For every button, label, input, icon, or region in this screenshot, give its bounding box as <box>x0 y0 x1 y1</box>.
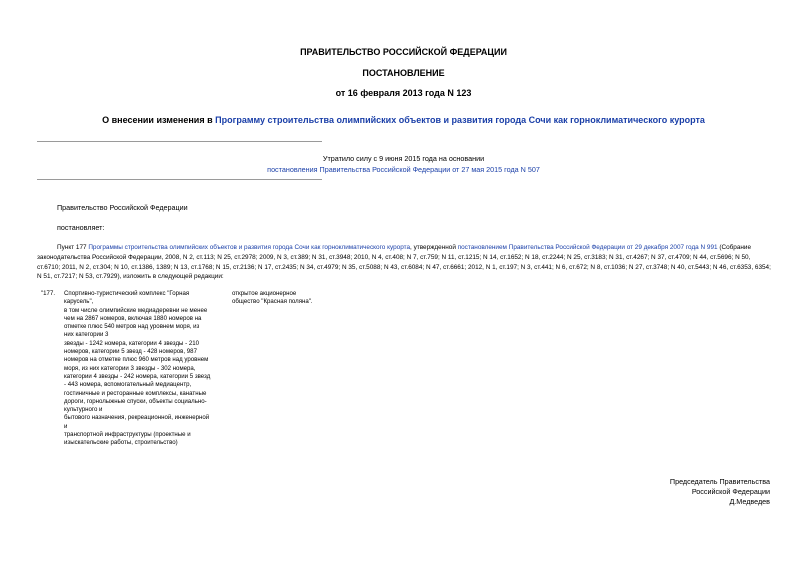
desc-line: номеров на отметке плюс 960 метров над уровнем <box>64 356 209 364</box>
p3-start: Пункт 177 <box>57 244 89 251</box>
desc-line: чем на 2867 номеров, включая 1880 номеров на <box>64 314 202 322</box>
title-program-link[interactable]: Программу строительства олимпийских объектов и развития города Сочи как горноклиматического курорта <box>215 115 705 125</box>
desc-line: - 443 номера, вспомогательный медиацентр, <box>64 381 192 389</box>
desc-line: культурного и <box>64 406 103 414</box>
desc-line: моря, из них категории 3 звезды - 302 номера, <box>64 364 196 372</box>
body-paragraph-1: Правительство Российской Федерации <box>57 203 188 212</box>
signature-org: Российской Федерации <box>691 487 770 496</box>
p3-resolution-link[interactable]: постановлением Правительства Российской Федерации от 29 декабря 2007 года N 991 <box>457 244 718 251</box>
desc-line: изыскательские работы, строительство) <box>64 439 178 447</box>
desc-line: в том числе олимпийские медиадеревни не менее <box>64 306 208 314</box>
desc-line: бытового назначения, рекреационной, инженерной <box>64 414 210 422</box>
desc-line: них категории 3 <box>64 331 109 339</box>
desc-line: карусель", <box>64 298 94 306</box>
document-type-heading: ПОСТАНОВЛЕНИЕ <box>362 68 445 78</box>
p3-end: (Собрание законодательства Российской Федерации, 2008, N 2, ст.113; N 25, ст.2978; 2009, N 3, ст.389; N 31, ст.3948; 2010, N 4, ст.408; N 7, ст.759; N 11, ст.1215; N 14, ст.1652; N 18, ст.2244; N 25, ст.3183; N 31, ст.4267; N 37, ст.4709; N 44, ст.5696; N 50, ст.6710; 2011, N 2, ст.304; N 10, ст.1386, 1389; N 13, ст.1768; N 15, ст.2136; N 17, ст.2435; N 34, ст.4979; N 35, ст.5088; N 43, ст.6084; N 47, ст.6661; 2012, N 1, ст.197; N 3, ст.441; N 6, ст.672; N 8, ст.1036; N 27, ст.3748; N 40, ст.5443; N 46, ст.6353, 6354; N 51, ст.7217; N 53, ст.7929), изложить в следующей редакции: <box>37 244 771 281</box>
owner-line: общество "Красная поляна". <box>232 298 313 306</box>
status-line: Утратило силу с 9 июня 2015 года на основании <box>322 154 485 163</box>
desc-line: категории 4 звезды - 242 номера, категории 5 звезд <box>64 372 211 380</box>
table-item-owner <box>232 290 362 307</box>
desc-line: транспортной инфраструктуры (проектные и <box>64 431 191 439</box>
desc-line: номеров, категории 5 звезд - 428 номеров, 987 <box>64 348 197 356</box>
divider-bottom <box>37 179 322 180</box>
signature-name: Д.Медведев <box>729 497 770 506</box>
title-prefix: О внесении изменения в <box>102 115 216 125</box>
signature-block <box>670 477 770 507</box>
divider-top <box>37 141 322 142</box>
desc-line: Спортивно-туристический комплекс "Горная <box>64 290 190 297</box>
desc-line: и <box>64 422 68 430</box>
status-repeal-link[interactable]: постановления Правительства Российской Федерации от 27 мая 2015 года N 507 <box>267 165 540 174</box>
owner-line: открытое акционерное <box>232 290 297 297</box>
p3-mid: , утвержденной <box>410 244 458 251</box>
document-title <box>0 115 807 125</box>
government-heading: ПРАВИТЕЛЬСТВО РОССИЙСКОЙ ФЕДЕРАЦИИ <box>300 47 507 57</box>
desc-line: гостиничные и ресторанные комплексы, канатные <box>64 389 207 397</box>
signature-title: Председатель Правительства <box>669 477 770 486</box>
table-item-description <box>64 290 236 448</box>
desc-line: дороги, горнолыжные спуски, объекты социально- <box>64 397 207 405</box>
body-paragraph-2: постановляет: <box>57 223 105 232</box>
body-paragraph-3 <box>37 243 772 282</box>
desc-line: звезды - 1242 номера, категории 4 звезды - 210 <box>64 339 199 347</box>
p3-program-link[interactable]: Программы строительства олимпийских объектов и развития города Сочи как горноклиматического курорта <box>88 244 411 251</box>
desc-line: отметке плюс 540 метров над уровнем моря, из <box>64 323 200 331</box>
table-item-number: "177. <box>41 290 56 297</box>
date-number-heading: от 16 февраля 2013 года N 123 <box>335 88 472 98</box>
